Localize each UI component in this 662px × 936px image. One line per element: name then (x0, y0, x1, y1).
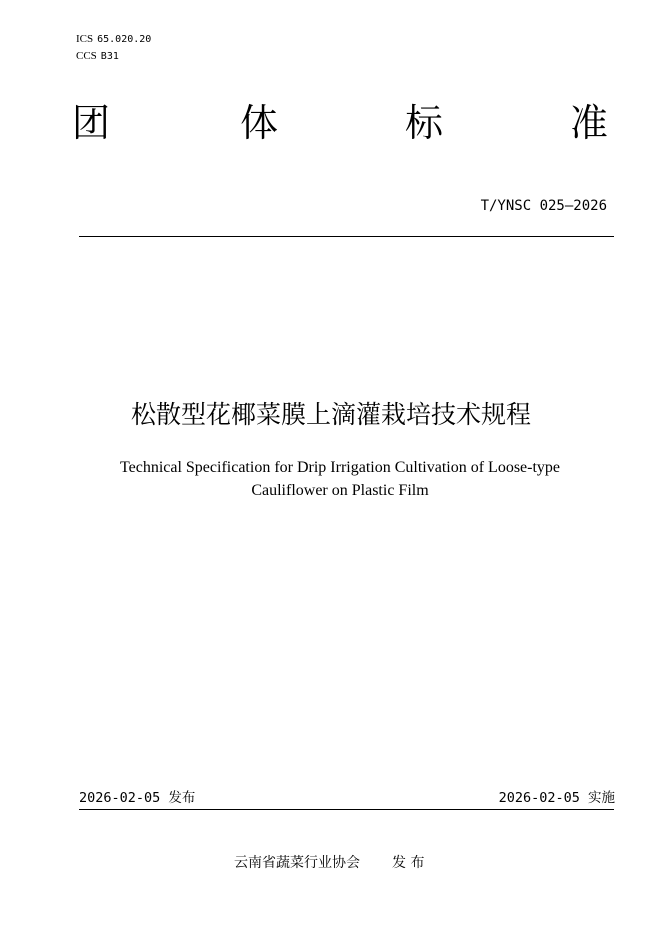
standard-type-char: 标 (405, 101, 444, 145)
ics-classification (76, 32, 151, 47)
ics-code: 65.020.20 (97, 34, 152, 45)
ics-label: ICS (76, 33, 94, 45)
ccs-label: CCS (76, 50, 97, 62)
ccs-code: B31 (100, 51, 119, 62)
document-title-english: Technical Specification for Drip Irrigation Cultivation of Loose-type Cauliflower on Plastic Film (119, 459, 561, 499)
standard-type-char: 准 (570, 101, 609, 145)
publisher-action: 发 布 (392, 855, 425, 871)
header-divider (79, 236, 614, 237)
publisher-line (234, 854, 424, 872)
standard-number: T/YNSC 025—2026 (480, 198, 607, 214)
implementation-date: 2026-02-05 实施 (498, 790, 615, 806)
standard-type-char: 体 (240, 101, 279, 145)
publisher-name: 云南省蔬菜行业协会 (234, 855, 360, 871)
standard-type-heading (72, 98, 612, 148)
issue-date: 2026-02-05 发布 (79, 790, 196, 806)
standard-type-char: 团 (72, 101, 111, 145)
document-title-chinese: 松散型花椰菜膜上滴灌栽培技术规程 (130, 400, 531, 429)
footer-divider (79, 809, 614, 810)
ccs-classification (76, 49, 119, 64)
